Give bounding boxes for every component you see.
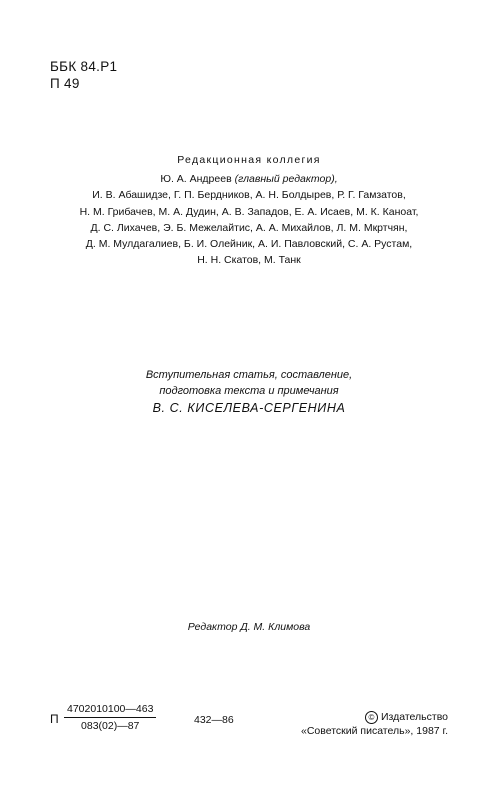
editorial-board-heading: Редакционная коллегия — [177, 154, 321, 166]
editor-in-chief-name: Ю. А. Андреев — [160, 173, 232, 186]
editorial-board — [0, 152, 498, 268]
board-members-line: И. В. Абашидзе, Г. П. Бердников, А. Н. Болдырев, Р. Г. Гамзатов, — [92, 189, 406, 202]
editor-credit: Редактор Д. М. Климова — [187, 621, 311, 633]
board-members-line: Н. Н. Скатов, М. Танк — [197, 254, 301, 267]
copyright-icon: © — [365, 711, 378, 724]
author-index: П 49 — [50, 76, 80, 91]
copyright-publisher-name: «Советский писатель», 1987 г. — [301, 725, 448, 737]
imprint-numerator: 4702010100—463 — [64, 703, 156, 718]
imprint-fraction — [64, 703, 156, 732]
editor-in-chief-role: (главный редактор), — [234, 173, 338, 186]
intro-author: В. С. КИСЕЛЕВА-СЕРГЕНИНА — [152, 401, 346, 415]
intro-credits — [0, 367, 498, 418]
intro-credits-line: Вступительная статья, составление, — [145, 369, 353, 381]
imprint-denominator: 083(02)—87 — [81, 720, 140, 732]
copyright-block — [301, 710, 448, 738]
imprint-letter: П — [50, 712, 59, 726]
bbk-code: ББК 84.Р1 — [50, 59, 118, 74]
board-members-line: Д. С. Лихачев, Э. Б. Межелайтис, А. А. Михайлов, Л. М. Мкртчян, — [90, 221, 408, 234]
imprint-order-code: 432—86 — [194, 714, 234, 726]
board-members-line: Д. М. Мулдагалиев, Б. И. Олейник, А. И. Павловский, С. А. Рустам, — [85, 238, 413, 251]
editor-in-chief-line — [0, 171, 498, 187]
copyright-line-publisher — [301, 710, 448, 724]
intro-credits-line: подготовка текста и примечания — [159, 385, 339, 397]
classification-block — [50, 58, 117, 92]
copyright-publisher-label: Издательство — [380, 711, 448, 723]
board-members-line: Н. М. Грибачев, М. А. Дудин, А. В. Западов, Е. А. Исаев, М. К. Каноат, — [79, 205, 419, 218]
